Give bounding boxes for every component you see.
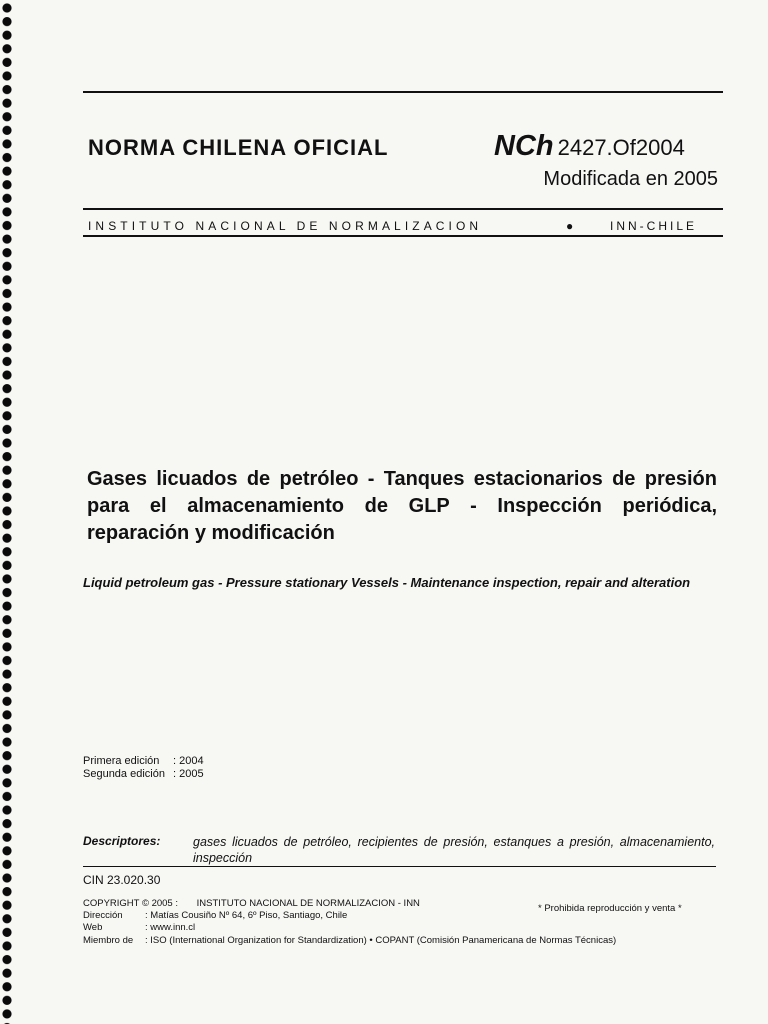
copyright-value: INSTITUTO NACIONAL DE NORMALIZACION - INN <box>196 898 420 909</box>
document-title-english: Liquid petroleum gas - Pressure stationary Vessels - Maintenance inspection, repair and alteration <box>83 575 691 590</box>
institute-rule-bottom <box>83 235 723 237</box>
nch-prefix: NCh <box>494 130 554 162</box>
institute-rule-top <box>83 208 723 210</box>
institute-name: INSTITUTO NACIONAL DE NORMALIZACION <box>88 219 483 233</box>
member-line <box>83 935 616 946</box>
address-label: Dirección <box>83 910 123 921</box>
edition-second-value: : 2005 <box>173 768 204 780</box>
web-label: Web <box>83 922 103 933</box>
address-line <box>83 910 347 921</box>
document-title-spanish: Gases licuados de petróleo - Tanques estacionarios de presión para el almacenamiento de GLP - Inspección periódica, reparación y modificación <box>87 468 717 544</box>
web-value: : www.inn.cl <box>145 922 196 933</box>
member-label: Miembro de <box>83 935 134 946</box>
member-value: : ISO (International Organization for Standardization) • COPANT (Comisión Panamericana de Normas Técnicas) <box>145 935 617 946</box>
copyright-label: COPYRIGHT © 2005 : <box>83 898 178 909</box>
bullet-separator: ● <box>566 219 574 233</box>
copyright-line <box>83 898 420 909</box>
descriptors-label: Descriptores: <box>83 834 161 848</box>
edition-second-label: Segunda edición <box>83 768 165 780</box>
spiral-binding <box>0 0 16 1024</box>
edition-first-label: Primera edición <box>83 755 160 767</box>
edition-first <box>83 755 204 767</box>
cin-code: CIN 23.020.30 <box>83 873 161 887</box>
edition-first-value: : 2004 <box>173 755 204 767</box>
descriptors-rule <box>83 866 716 867</box>
address-value: : Matías Cousiño Nº 64, 6º Piso, Santiago, Chile <box>145 910 348 921</box>
norma-title: NORMA CHILENA OFICIAL <box>88 135 389 160</box>
nch-number: 2427.Of2004 <box>557 135 685 160</box>
top-rule <box>83 91 723 93</box>
modification-note: Modificada en 2005 <box>543 168 718 190</box>
edition-second <box>83 768 204 780</box>
descriptors-text: gases licuados de petróleo, recipientes de presión, estanques a presión, almacenamiento, inspección <box>193 835 715 865</box>
web-line <box>83 922 195 933</box>
prohibited-notice: * Prohibida reproducción y venta * <box>538 903 682 914</box>
standard-code <box>494 130 685 163</box>
inn-chile-label: INN-CHILE <box>610 219 698 233</box>
